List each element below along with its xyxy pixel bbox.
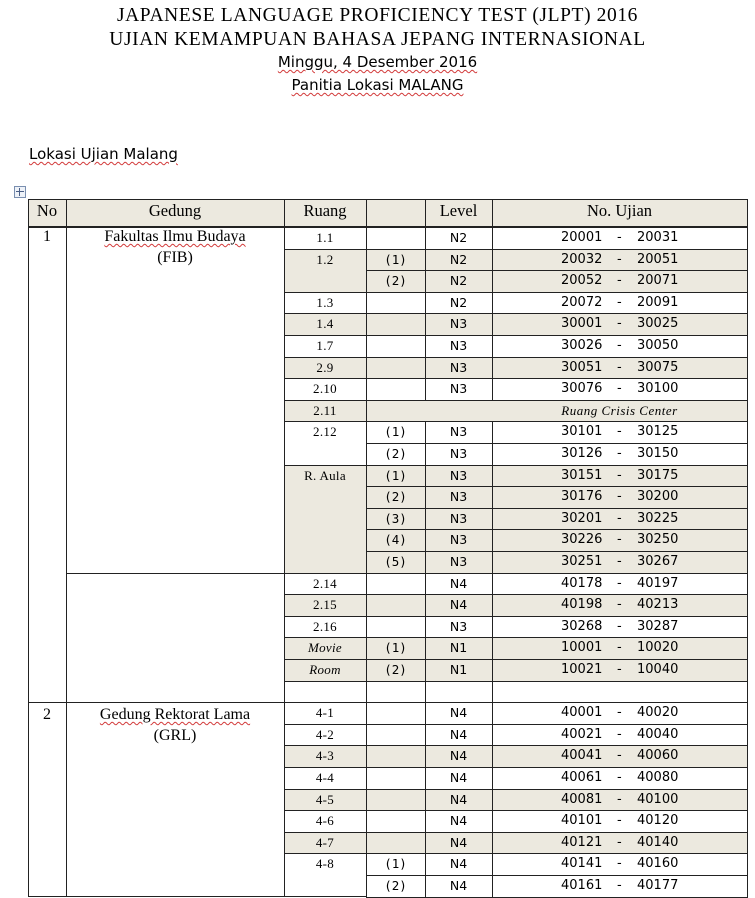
exam-number-from: 10001	[561, 640, 603, 656]
exam-number-from: 30126	[561, 446, 603, 461]
room-part: (5)	[384, 554, 407, 569]
part-cell	[366, 313, 426, 336]
exam-number-from: 30051	[561, 359, 603, 375]
range-dash: -	[617, 856, 622, 872]
room-label: 2.12	[313, 424, 337, 440]
building-abbr-1: (FIB)	[157, 249, 193, 266]
exam-number-from: 30026	[561, 338, 603, 353]
gedung-cell-2	[66, 573, 285, 704]
part-cell	[366, 767, 426, 790]
room-label: 4-8	[315, 856, 335, 872]
room-label: 1.2	[316, 251, 334, 267]
level-label: N2	[449, 294, 468, 310]
part-cell	[366, 378, 426, 401]
exam-number-to: 40213	[637, 597, 679, 613]
exam-date-text: Minggu, 4 Desember 2016	[277, 53, 478, 71]
exam-number-from: 30151	[561, 467, 603, 483]
exam-number-from: 10021	[561, 662, 603, 677]
location-heading-text: Lokasi Ujian Malang	[29, 145, 178, 163]
room-label: 2.10	[313, 381, 337, 397]
exam-number-from: 40198	[561, 597, 603, 613]
room-part: (2)	[384, 446, 407, 461]
level-label: N1	[449, 640, 468, 656]
building-name-1: Fakultas Ilmu Budaya	[104, 228, 246, 245]
room-part: (2)	[384, 489, 407, 505]
range-dash: -	[617, 381, 622, 397]
document-subtitle: UJIAN KEMAMPUAN BAHASA JEPANG INTERNASIONAL	[109, 29, 646, 50]
part-cell	[366, 789, 426, 812]
part-cell	[366, 832, 426, 855]
exam-number-to: 20091	[637, 294, 679, 310]
exam-number-to: 30025	[637, 316, 679, 332]
range-dash: -	[617, 705, 622, 721]
exam-number-to: 10020	[637, 640, 679, 656]
part-cell	[366, 724, 426, 747]
room-label: R. Aula	[304, 467, 346, 483]
header-gedung: Gedung	[148, 201, 202, 220]
crisis-center-cell	[366, 400, 748, 423]
room-part: (2)	[384, 662, 407, 677]
level-label: N3	[449, 316, 468, 332]
room-label: 1.7	[316, 338, 334, 353]
exam-number-to: 40197	[637, 575, 679, 591]
level-label: N3	[449, 489, 468, 505]
level-label: N3	[449, 618, 468, 634]
exam-number-to: 20071	[637, 273, 679, 289]
level-label: N4	[449, 597, 468, 613]
room-part: (2)	[384, 273, 407, 289]
room-part: (2)	[384, 878, 407, 893]
level-label: N3	[449, 532, 468, 548]
exam-number-from: 30201	[561, 510, 603, 526]
exam-number-to: 30050	[637, 338, 679, 353]
room-label: 4-1	[315, 705, 335, 721]
ruang-cell	[284, 681, 367, 704]
level-label: N4	[449, 575, 468, 591]
range-dash: -	[617, 726, 622, 742]
exam-number-to: 20031	[637, 230, 679, 245]
level-label: N3	[449, 510, 468, 526]
part-cell	[366, 745, 426, 768]
level-label: N4	[449, 813, 468, 829]
exam-number-to: 30175	[637, 467, 679, 483]
exam-number-from: 30001	[561, 316, 603, 332]
room-label: 4-4	[315, 770, 335, 785]
exam-number-cell	[492, 681, 748, 704]
group-number-2: 2	[43, 706, 51, 724]
exam-number-to: 30125	[637, 424, 679, 440]
room-part: (1)	[384, 424, 407, 440]
range-dash: -	[617, 338, 622, 353]
exam-number-from: 40178	[561, 575, 603, 591]
range-dash: -	[617, 230, 622, 245]
room-label: 4-6	[315, 813, 335, 829]
room-label: 2.9	[316, 359, 334, 375]
part-cell	[366, 810, 426, 833]
level-label: N4	[449, 856, 468, 872]
level-label: N2	[449, 230, 468, 245]
no-cell-1	[28, 227, 67, 703]
range-dash: -	[617, 813, 622, 829]
level-label: N1	[449, 662, 468, 677]
exam-number-to: 30287	[637, 618, 679, 634]
room-label: 1.3	[316, 294, 334, 310]
exam-number-to: 30200	[637, 489, 679, 505]
level-label: N4	[449, 770, 468, 785]
room-label: 4-3	[315, 748, 335, 764]
exam-number-from: 40101	[561, 813, 603, 829]
exam-number-from: 30268	[561, 618, 603, 634]
group-number-1: 1	[43, 228, 51, 245]
part-cell	[366, 292, 426, 315]
room-part: (1)	[384, 856, 407, 872]
exam-number-to: 40160	[637, 856, 679, 872]
range-dash: -	[617, 834, 622, 850]
building-name-2: Gedung Rektorat Lama	[99, 706, 251, 724]
exam-number-from: 30176	[561, 489, 603, 505]
header-no-ujian: No. Ujian	[586, 201, 653, 220]
exam-number-to: 40020	[637, 705, 679, 721]
exam-number-from: 40021	[561, 726, 603, 742]
header-ruang: Ruang	[303, 201, 347, 220]
exam-number-to: 40120	[637, 813, 679, 829]
range-dash: -	[617, 467, 622, 483]
room-label: 4-2	[315, 726, 335, 742]
range-dash: -	[617, 532, 622, 548]
room-part: (4)	[384, 532, 407, 548]
part-cell	[366, 616, 426, 639]
exam-number-to: 30150	[637, 446, 679, 461]
range-dash: -	[617, 770, 622, 785]
range-dash: -	[617, 618, 622, 634]
room-label: 2.16	[313, 618, 337, 634]
exam-number-to: 40140	[637, 834, 679, 850]
level-label: N4	[449, 748, 468, 764]
exam-number-from: 40161	[561, 878, 603, 893]
exam-number-from: 40081	[561, 791, 603, 807]
level-label: N2	[449, 273, 468, 289]
header-level: Level	[439, 201, 478, 220]
exam-number-to: 30250	[637, 532, 679, 548]
exam-number-from: 40061	[561, 770, 603, 785]
exam-number-from: 20052	[561, 273, 603, 289]
exam-number-from: 40141	[561, 856, 603, 872]
header-no: No	[36, 201, 58, 220]
room-part: (3)	[384, 510, 407, 526]
exam-number-from: 20001	[561, 230, 603, 245]
room-label: 2.11	[313, 402, 337, 418]
exam-number-to: 30100	[637, 381, 679, 397]
level-label: N4	[449, 878, 468, 893]
building-abbr-2: (GRL)	[153, 727, 197, 745]
level-label: N2	[449, 251, 468, 267]
room-label: 4-5	[315, 791, 335, 807]
exam-number-to: 40177	[637, 878, 679, 893]
exam-number-from: 40001	[561, 705, 603, 721]
range-dash: -	[617, 575, 622, 591]
part-cell	[366, 681, 426, 704]
part-cell	[366, 702, 426, 725]
exam-number-to: 40080	[637, 770, 679, 785]
document-title: JAPANESE LANGUAGE PROFICIENCY TEST (JLPT) 2016	[116, 5, 639, 26]
exam-number-to: 30075	[637, 359, 679, 375]
exam-number-from: 30076	[561, 381, 603, 397]
range-dash: -	[617, 446, 622, 461]
range-dash: -	[617, 791, 622, 807]
range-dash: -	[617, 597, 622, 613]
room-label: 1.1	[316, 230, 334, 245]
range-dash: -	[617, 510, 622, 526]
level-label: N4	[449, 834, 468, 850]
range-dash: -	[617, 489, 622, 505]
range-dash: -	[617, 359, 622, 375]
exam-number-to: 30267	[637, 554, 679, 569]
gedung-cell-1	[66, 227, 285, 574]
level-label: N4	[449, 726, 468, 742]
range-dash: -	[617, 294, 622, 310]
part-cell	[366, 357, 426, 380]
exam-number-to: 20051	[637, 251, 679, 267]
level-label: N3	[449, 381, 468, 397]
level-label: N3	[449, 554, 468, 569]
room-part: (1)	[384, 640, 407, 656]
range-dash: -	[617, 316, 622, 332]
level-label: N3	[449, 338, 468, 353]
committee-text: Panitia Lokasi MALANG	[291, 76, 464, 94]
room-label: 1.4	[316, 316, 334, 332]
room-label: 2.15	[313, 597, 337, 613]
range-dash: -	[617, 273, 622, 289]
range-dash: -	[617, 554, 622, 569]
room-part: (1)	[384, 251, 407, 267]
range-dash: -	[617, 748, 622, 764]
room-part: (1)	[384, 467, 407, 483]
range-dash: -	[617, 251, 622, 267]
level-label: N3	[449, 359, 468, 375]
level-label: N4	[449, 705, 468, 721]
range-dash: -	[617, 424, 622, 440]
exam-number-from: 40041	[561, 748, 603, 764]
level-label: N4	[449, 791, 468, 807]
level-label: N3	[449, 446, 468, 461]
exam-number-from: 30226	[561, 532, 603, 548]
level-label: N3	[449, 467, 468, 483]
range-dash: -	[617, 878, 622, 893]
exam-number-from: 20032	[561, 251, 603, 267]
exam-number-to: 30225	[637, 510, 679, 526]
exam-number-to: 40040	[637, 726, 679, 742]
exam-number-from: 20072	[561, 294, 603, 310]
exam-number-to: 40060	[637, 748, 679, 764]
room-label: Room	[309, 662, 341, 677]
exam-number-to: 40100	[637, 791, 679, 807]
room-label: Movie	[308, 640, 342, 656]
no-cell-2	[28, 702, 67, 897]
room-label: 4-7	[315, 834, 335, 850]
part-cell	[366, 573, 426, 596]
part-cell	[366, 594, 426, 617]
level-cell	[425, 681, 493, 704]
exam-number-from: 30101	[561, 424, 603, 440]
part-cell	[366, 227, 426, 250]
range-dash: -	[617, 640, 622, 656]
exam-number-from: 40121	[561, 834, 603, 850]
crisis-center-note: Ruang Crisis Center	[561, 402, 678, 418]
level-label: N3	[449, 424, 468, 440]
room-label: 2.14	[313, 575, 337, 591]
exam-number-to: 10040	[637, 662, 679, 677]
range-dash: -	[617, 662, 622, 677]
header-blank-cell	[366, 199, 426, 227]
part-cell	[366, 335, 426, 358]
exam-number-from: 30251	[561, 554, 603, 569]
